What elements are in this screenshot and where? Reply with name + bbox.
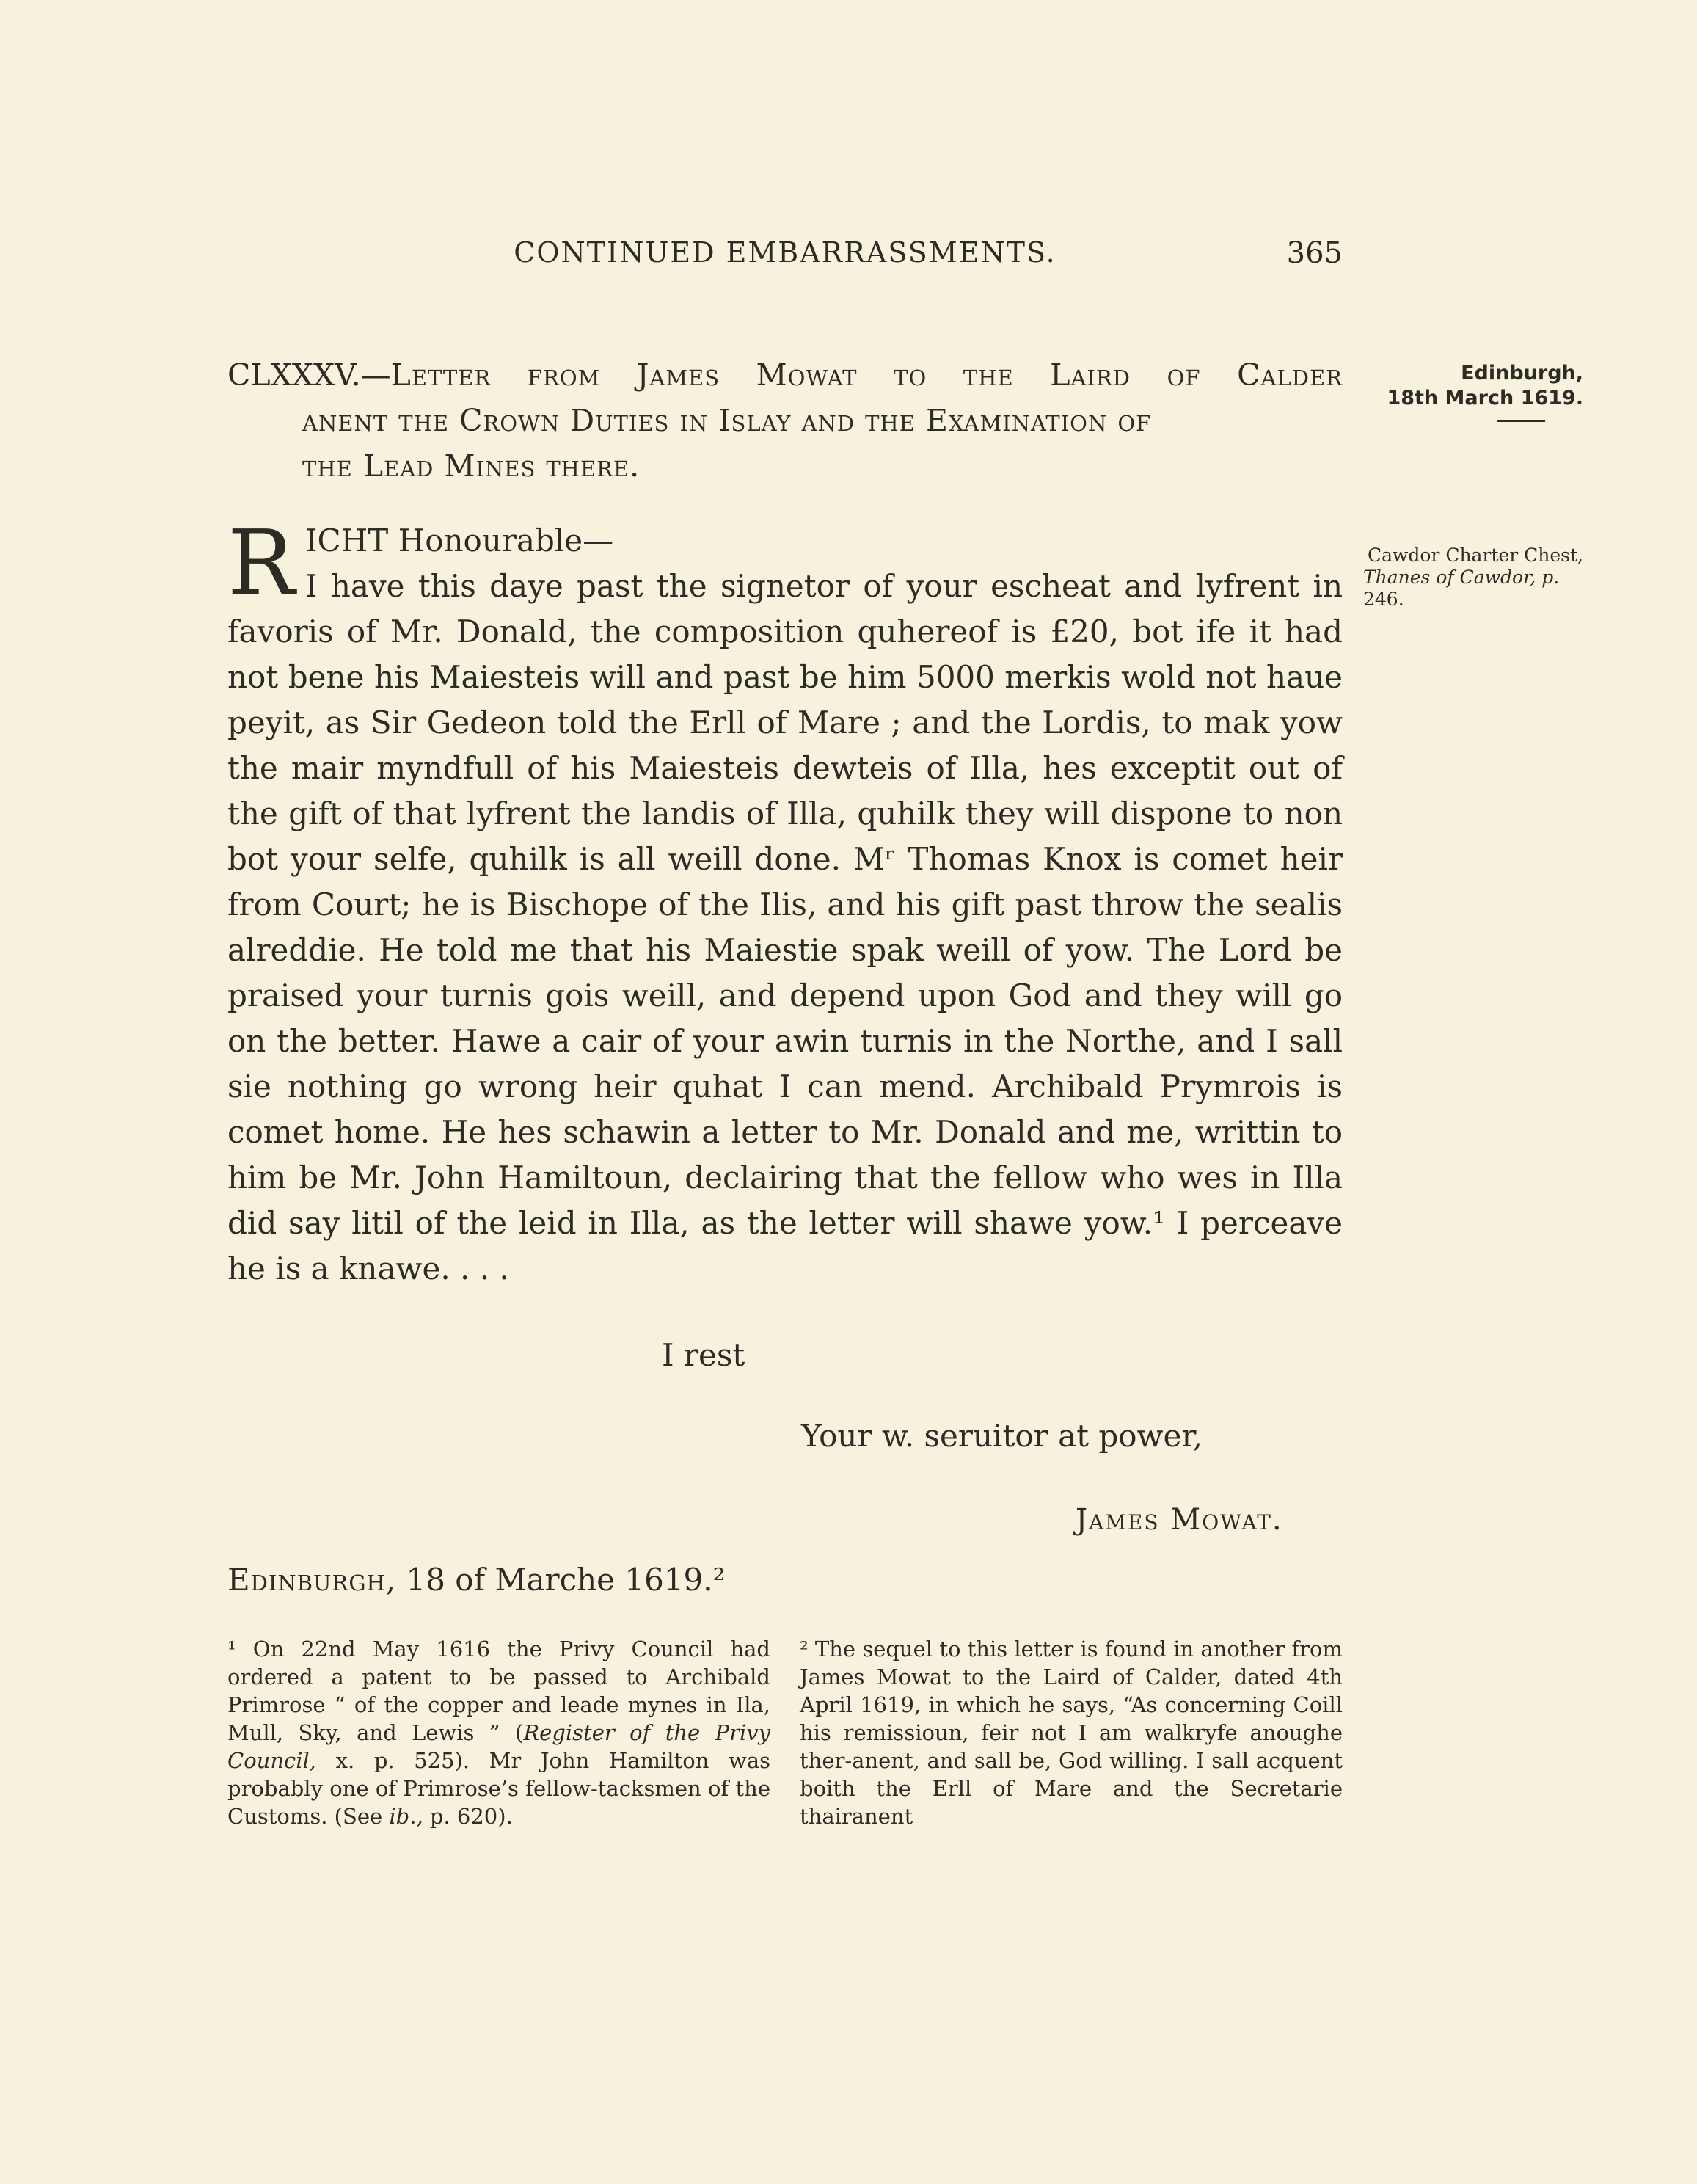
- heading-number: CLXXXV.—: [227, 357, 391, 393]
- letter-heading: [227, 352, 1343, 489]
- valediction: Your w. seruitor at power,: [801, 1418, 1203, 1454]
- salutation: ICHT Honourable—: [304, 523, 614, 558]
- footnote-1: [227, 1635, 770, 1830]
- page-number: 365: [1286, 236, 1343, 270]
- closing: I rest: [662, 1337, 745, 1373]
- footnote-1-ibid: ib.,: [389, 1804, 423, 1829]
- signature: James Mowat.: [1076, 1503, 1283, 1537]
- heading-line-2: anent the Crown Duties in Islay and the Examination of: [302, 403, 1152, 438]
- margin-date-note: [1371, 361, 1583, 422]
- heading-line1-text: Letter from James Mowat to the Laird of Calder: [390, 357, 1343, 393]
- running-head: [227, 236, 1343, 280]
- letter-body: [227, 511, 1343, 1292]
- heading-line-1: [227, 352, 1343, 398]
- footnote-1-part-b: x. p. 525). Mr John Hamilton was probably one of Primrose’s fellow-tacksmen of the Customs. (See: [227, 1748, 770, 1829]
- letter-paragraph: I have this daye past the signetor of your escheat and lyfrent in favoris of Mr. Donald, the composition quhereof is £20, bot ife it had not bene his Maiesteis will and past be him 5000 merkis wold not haue peyit, as Sir Gedeon told the Erll of Mare ; and the Lordis, to mak yow the mair myndfull of his Maiesteis dewteis of Illa, hes exceptit out of the gift of that lyfrent the landis of Illa, quhilk they will dispone to non bot your selfe, quhilk is all weill done. Mʳ Thomas Knox is comet heir from Court; he is Bischope of the Ilis, and his gift past throw the sealis alreddie. He told me that his Maiestie spak weill of yow. The Lord be praised your turnis gois weill, and depend upon God and they will go on the better. Hawe a cair of your awin turnis in the Northe, and I sall sie nothing go wrong heir quhat I can mend. Archibald Prymrois is comet home. He hes schawin a letter to Mr. Donald and me, writtin to him be Mr. John Hamiltoun, declairing that the fellow who wes in Illa did say litil of the leid in Illa, as the letter will shawe yow.¹ I perceave he is a knawe. . . .: [227, 568, 1343, 1286]
- running-head-title: CONTINUED EMBARRASSMENTS.: [514, 236, 1056, 269]
- source-line-2: [1363, 567, 1583, 589]
- margin-rule: [1497, 420, 1545, 422]
- source-title: Thanes of Cawdor, p.: [1363, 567, 1560, 588]
- footnote-2: ² The sequel to this letter is found in another from James Mowat to the Laird of Calder, dated 4th April 1619, in which he says, “As concerning Coill his remissioun, feir not I am walkryfe anoughe ther-anent, and sall be, God willing. I sall acquent boith the Erll of Mare and the Secretarie thairanent: [800, 1637, 1343, 1829]
- footnote-1-part-c: p. 620).: [423, 1804, 513, 1829]
- footnote-1-part-a: ¹ On 22nd May 1616 the Privy Council had ordered a patent to be passed to Archibald Primrose “ of the copper and leade mynes in Ila, Mull, Sky, and Lewis ” (: [227, 1637, 770, 1745]
- drop-cap: R: [227, 511, 295, 615]
- footnote-1-title: Register of the Privy Council,: [227, 1720, 771, 1773]
- margin-date: 18th March 1619.: [1387, 387, 1583, 410]
- margin-place: Edinburgh,: [1461, 362, 1583, 385]
- dateline-place: Edinburgh,: [227, 1562, 397, 1598]
- dateline: [227, 1562, 725, 1598]
- dateline-date: 18 of Marche 1619.²: [396, 1562, 726, 1598]
- source-line-1: Cawdor Charter Chest,: [1367, 545, 1583, 566]
- source-line-3: 246.: [1363, 589, 1404, 610]
- heading-line-3: the Lead Mines there.: [302, 448, 641, 484]
- margin-source-note: [1363, 545, 1583, 611]
